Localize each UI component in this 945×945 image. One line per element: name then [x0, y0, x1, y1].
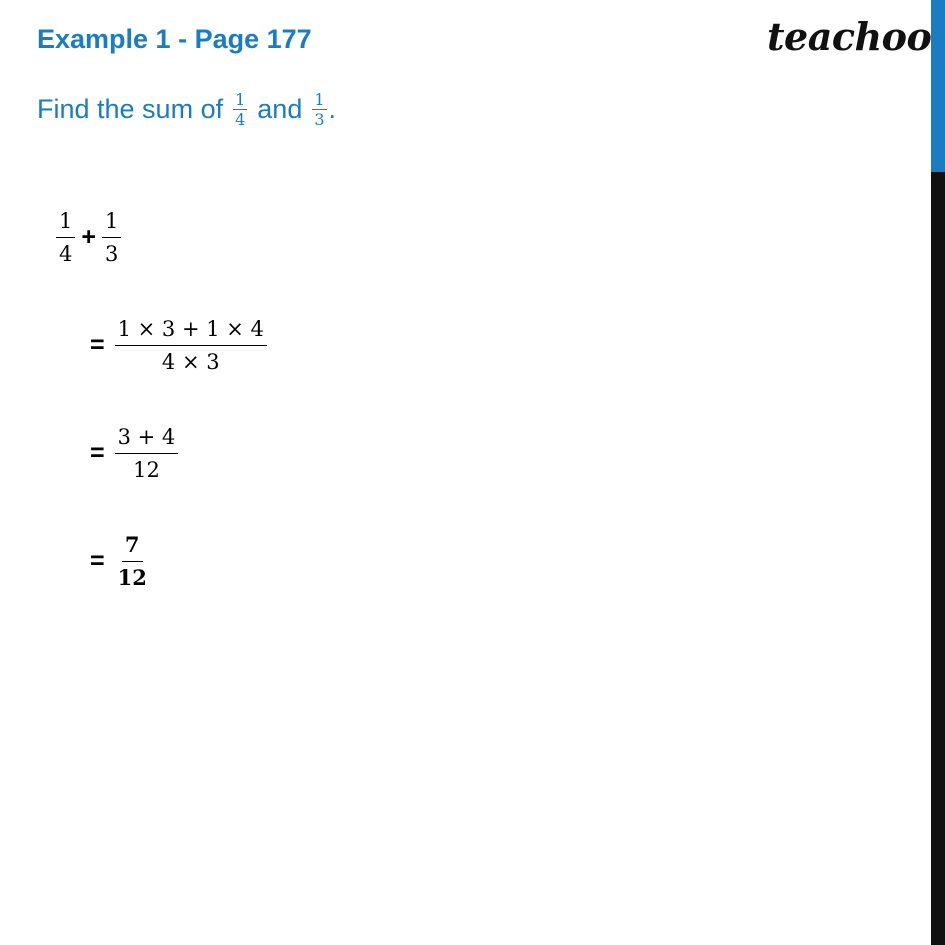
question-text [37, 90, 336, 129]
scrollbar-thumb[interactable] [931, 0, 945, 172]
question-fraction-2 [312, 90, 326, 129]
fraction-denominator: 4 × 3 [161, 350, 220, 374]
fraction-numerator: 1 × 3 + 1 × 4 [115, 316, 267, 346]
fraction-denominator: 3 [104, 242, 119, 266]
solution-step-expression [56, 208, 121, 267]
question-fraction-1 [233, 90, 247, 129]
solution-final-answer [90, 532, 150, 591]
fraction-denominator: 4 [235, 110, 246, 129]
teachoo-logo: teachoo [767, 14, 932, 59]
fraction-numerator: 1 [56, 208, 75, 238]
fraction-denominator: 12 [117, 565, 147, 590]
fraction-numerator: 1 [314, 90, 325, 109]
fraction-numerator: 3 + 4 [115, 424, 179, 454]
fraction-simplified [115, 424, 179, 483]
equals-sign: = [90, 331, 105, 359]
scrollbar-track[interactable] [931, 0, 945, 945]
fraction-numerator: 1 [235, 90, 246, 109]
fraction-expanded [115, 316, 267, 375]
fraction-denominator: 12 [133, 458, 160, 482]
fraction-answer [115, 532, 150, 591]
fraction-numerator: 7 [122, 532, 143, 562]
question-prefix: Find the sum of [37, 94, 224, 124]
page-title: Example 1 - Page 177 [37, 24, 312, 54]
fraction-numerator: 1 [102, 208, 121, 238]
plus-operator: + [81, 223, 96, 251]
fraction-one-third [102, 208, 121, 267]
equals-sign: = [90, 439, 105, 467]
fraction-one-fourth [56, 208, 75, 267]
solution-step-1 [90, 316, 267, 375]
fraction-denominator: 4 [59, 242, 73, 266]
equals-sign: = [90, 547, 105, 575]
solution-step-2 [90, 424, 178, 483]
question-middle: and [257, 94, 303, 124]
fraction-denominator: 3 [314, 110, 325, 129]
question-suffix: . [328, 94, 337, 124]
